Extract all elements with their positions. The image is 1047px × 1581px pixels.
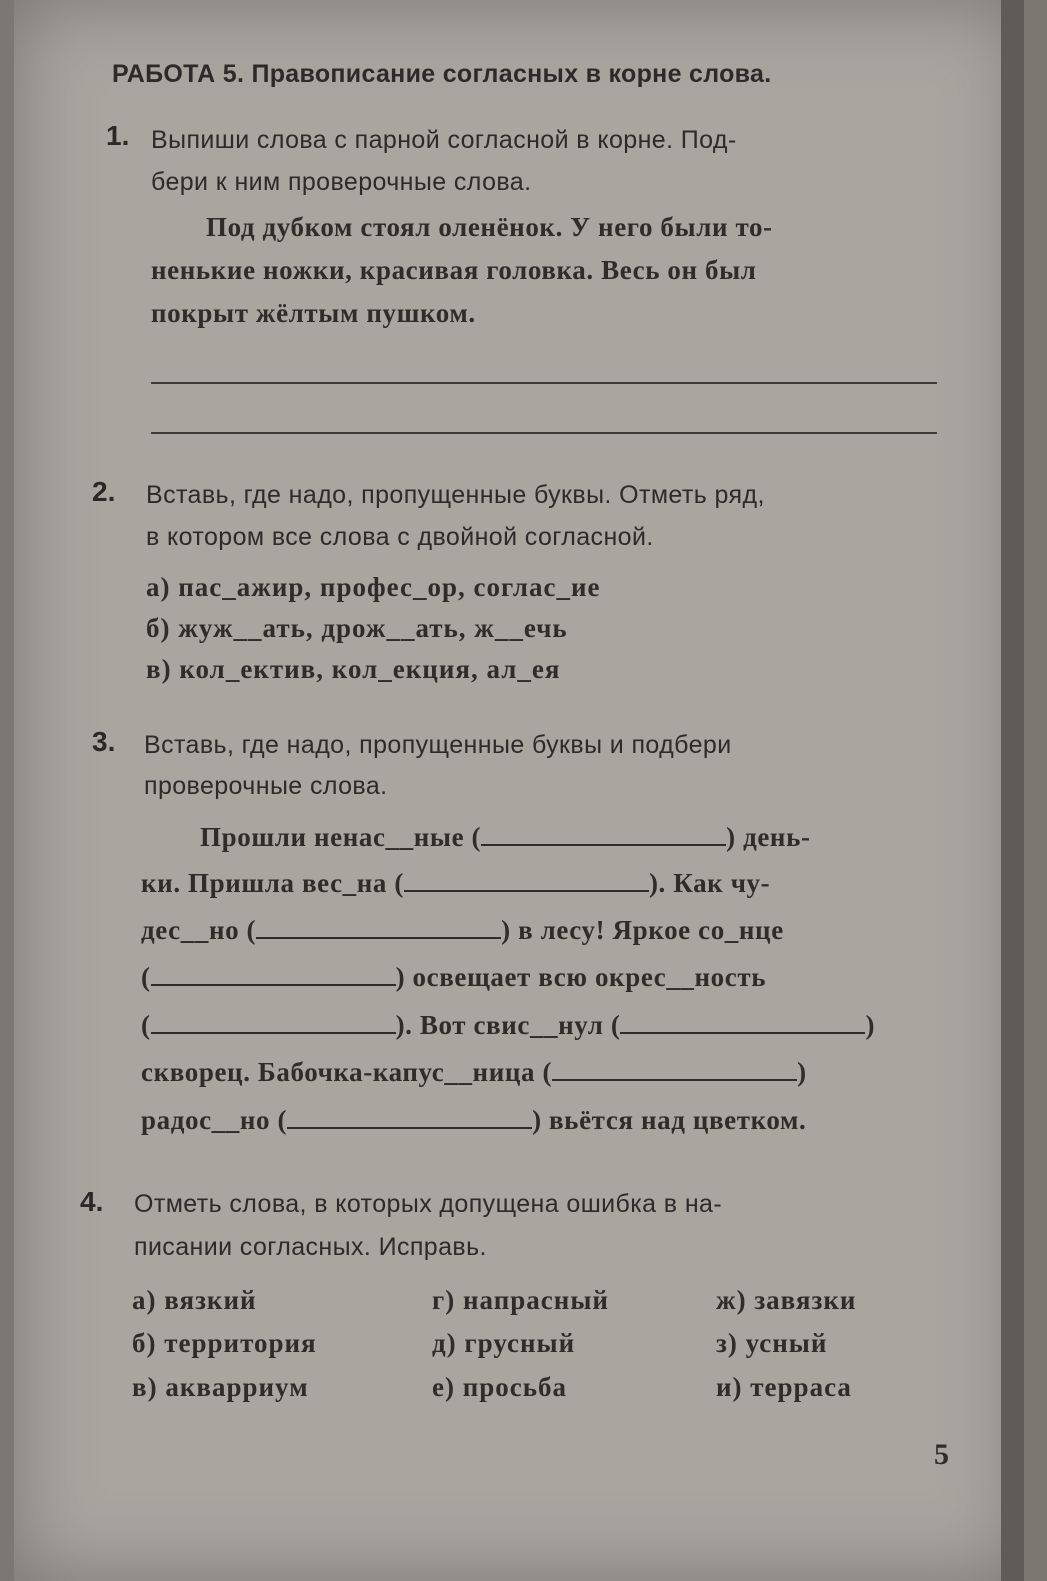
task3-text: ). Как чу- (648, 868, 771, 898)
task1-text-line3: покрыт жёлтым пушком. (151, 298, 476, 328)
task4-option[interactable]: а) вязкий (132, 1285, 257, 1315)
answer-line-1[interactable] (151, 382, 937, 384)
page-edge-shadow (1001, 0, 1024, 1581)
task4-option[interactable]: ж) завязки (716, 1285, 857, 1315)
answer-blank[interactable] (151, 1010, 396, 1034)
task3-text: Прошли ненас__ные ( (200, 822, 482, 852)
answer-blank[interactable] (404, 868, 649, 892)
answer-blank[interactable] (481, 822, 726, 846)
task4-option[interactable]: е) просьба (432, 1372, 568, 1402)
task3-line2 (141, 868, 770, 899)
page-number: 5 (934, 1438, 949, 1471)
task2-option-a[interactable]: а) пас_ажир, профес_ор, соглас_ие (146, 572, 601, 602)
task1-number: 1. (106, 120, 130, 151)
answer-blank[interactable] (552, 1057, 797, 1081)
task1-instruction-line1: Выпиши слова с парной согласной в корне. Под- (151, 126, 737, 154)
task3-text: ). Вот свис__нул ( (395, 1010, 621, 1040)
answer-blank[interactable] (151, 962, 396, 986)
task4-option[interactable]: б) территория (132, 1328, 317, 1358)
task4-option[interactable]: и) терраса (716, 1372, 852, 1402)
task1-instruction-line2: бери к ним проверочные слова. (151, 168, 532, 196)
task2-number: 2. (92, 476, 116, 507)
task4-option[interactable]: в) акварриум (132, 1372, 309, 1402)
task2-option-b[interactable]: б) жуж__ать, дрож__ать, ж__ечь (146, 613, 568, 643)
task3-text: ) (865, 1010, 876, 1040)
task3-text: ) вьётся над цветком. (532, 1105, 807, 1135)
answer-blank[interactable] (620, 1010, 865, 1034)
task3-line3 (141, 915, 784, 946)
task2-instruction-line1: Вставь, где надо, пропущенные буквы. Отметь ряд, (146, 481, 765, 509)
task1-text-line2: ненькие ножки, красивая головка. Весь он был (151, 255, 757, 285)
task3-text: ) (797, 1057, 807, 1087)
answer-line-2[interactable] (151, 432, 937, 434)
task3-line1 (200, 822, 811, 853)
task3-text: ( (141, 962, 151, 992)
task3-text: ки. Пришла вес_на ( (141, 868, 404, 898)
task4-instruction-line1: Отметь слова, в которых допущена ошибка в на- (134, 1190, 723, 1218)
page-title: РАБОТА 5. Правописание согласных в корне слова. (112, 60, 772, 88)
task3-line7 (141, 1105, 806, 1136)
task3-text: скворец. Бабочка-капус__ница ( (141, 1057, 553, 1087)
task4-number: 4. (80, 1186, 104, 1217)
task3-line5 (141, 1010, 875, 1041)
task4-instruction-line2: писании согласных. Исправь. (134, 1233, 487, 1261)
task3-text: ) день- (726, 822, 811, 852)
answer-blank[interactable] (287, 1105, 532, 1129)
task3-text: ) освещает всю окрес__ность (395, 962, 767, 992)
task1-text-line1: Под дубком стоял оленёнок. У него были то- (206, 212, 773, 242)
task3-text: ( (141, 1010, 151, 1040)
task3-text: дес__но ( (141, 915, 257, 945)
task3-instruction-line1: Вставь, где надо, пропущенные буквы и подбери (144, 731, 732, 759)
task3-text: ) в лесу! Яркое со_нце (501, 915, 784, 945)
task2-option-c[interactable]: в) кол_ектив, кол_екция, ал_ея (146, 654, 561, 684)
task4-option[interactable]: з) усный (716, 1328, 828, 1358)
task3-line4 (141, 962, 766, 993)
task3-instruction-line2: проверочные слова. (144, 772, 388, 800)
task3-line6 (141, 1057, 807, 1088)
task4-option[interactable]: г) напрасный (432, 1285, 609, 1315)
answer-blank[interactable] (256, 915, 501, 939)
task3-text: радос__но ( (141, 1105, 288, 1135)
task4-option[interactable]: д) грусный (432, 1328, 576, 1358)
task2-instruction-line2: в котором все слова с двойной согласной. (146, 523, 654, 551)
task3-number: 3. (92, 726, 116, 757)
workbook-page (14, 0, 1024, 1581)
